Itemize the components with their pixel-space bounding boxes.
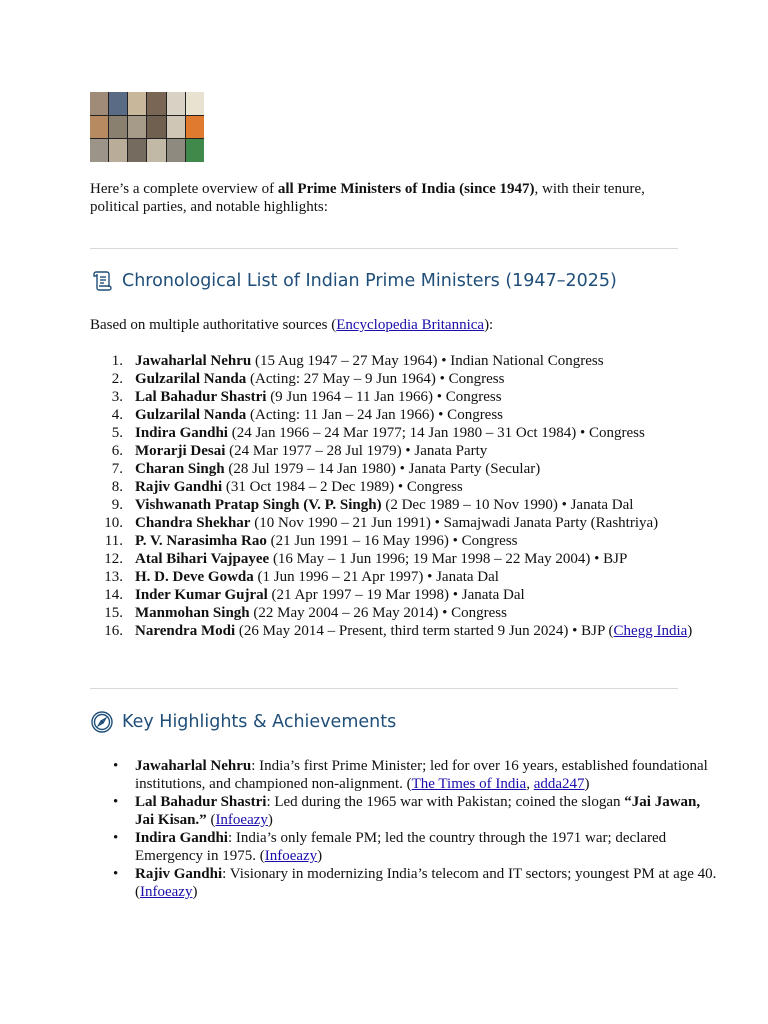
divider bbox=[90, 248, 678, 249]
pm-name: Rajiv Gandhi bbox=[135, 866, 223, 882]
prime-minister-list bbox=[90, 352, 723, 640]
highlight-text: : India’s only female PM; led the country through the 1971 war; declared Emergency in 1975. ( bbox=[135, 830, 667, 864]
times-of-india-link[interactable]: The Times of India bbox=[411, 776, 527, 792]
list-number: 16. bbox=[104, 623, 123, 639]
pm-name: H. D. Deve Gowda bbox=[135, 569, 254, 585]
list-number: 1. bbox=[111, 353, 123, 369]
close-paren: ) bbox=[317, 848, 323, 864]
pm-name: Atal Bihari Vajpayee bbox=[135, 551, 270, 567]
list-item bbox=[111, 460, 723, 478]
pm-name: Morarji Desai bbox=[135, 443, 226, 459]
list-number: 4. bbox=[111, 407, 123, 423]
intro-suffix: , with their tenure, political parties, and notable highlights: bbox=[90, 181, 645, 215]
list-number: 10. bbox=[104, 515, 123, 531]
list-item bbox=[104, 622, 723, 640]
list-item bbox=[111, 388, 723, 406]
adda247-link[interactable]: adda247 bbox=[533, 776, 585, 792]
highlight-text: : India’s first Prime Minister; led for over 16 years, established foundational institutions, and championed non-alignment. ( bbox=[135, 758, 708, 792]
pm-detail: (1 Jun 1996 – 21 Apr 1997) • Janata Dal bbox=[253, 569, 499, 585]
pm-detail: (21 Jun 1991 – 16 May 1996) • Congress bbox=[266, 533, 518, 549]
list-number: 5. bbox=[111, 425, 123, 441]
separator: , bbox=[526, 776, 534, 792]
pm-name: Lal Bahadur Shastri bbox=[135, 794, 267, 810]
list-item bbox=[111, 424, 723, 442]
section-title: Key Highlights & Achievements bbox=[122, 712, 397, 732]
list-item bbox=[111, 442, 723, 460]
section-heading-chronological-list bbox=[90, 266, 678, 296]
pm-detail: (16 May – 1 Jun 1996; 19 Mar 1998 – 22 May 2004) • BJP bbox=[269, 551, 628, 567]
close-paren: ) bbox=[687, 623, 693, 639]
pm-name: Charan Singh bbox=[135, 461, 225, 477]
pm-name: Gulzarilal Nanda bbox=[135, 371, 247, 387]
prime-ministers-collage-image bbox=[90, 92, 204, 162]
list-number: 12. bbox=[104, 551, 123, 567]
highlight-text: : Visionary in modernizing India’s telecom and IT sectors; youngest PM at age 40. ( bbox=[135, 866, 717, 900]
pm-name: P. V. Narasimha Rao bbox=[135, 533, 267, 549]
list-number: 9. bbox=[111, 497, 123, 513]
pm-detail: (24 Jan 1966 – 24 Mar 1977; 14 Jan 1980 – 31 Oct 1984) • Congress bbox=[227, 425, 645, 441]
list-number: 14. bbox=[104, 587, 123, 603]
pm-name: Indira Gandhi bbox=[135, 830, 228, 846]
source-line bbox=[90, 316, 678, 334]
pm-name: Indira Gandhi bbox=[135, 425, 228, 441]
pm-name: Manmohan Singh bbox=[135, 605, 250, 621]
pm-name: Chandra Shekhar bbox=[135, 515, 251, 531]
list-item bbox=[135, 829, 723, 865]
source-suffix: ): bbox=[484, 317, 494, 333]
pm-name: Lal Bahadur Shastri bbox=[135, 389, 267, 405]
list-item bbox=[104, 532, 723, 550]
section-title: Chronological List of Indian Prime Ministers (1947–2025) bbox=[122, 271, 617, 291]
list-item bbox=[104, 586, 723, 604]
pm-detail: (Acting: 11 Jan – 24 Jan 1966) • Congress bbox=[246, 407, 504, 423]
list-item bbox=[104, 604, 723, 622]
pm-detail: (15 Aug 1947 – 27 May 1964) • Indian National Congress bbox=[251, 353, 604, 369]
scroll-icon bbox=[90, 269, 114, 293]
pm-detail: (10 Nov 1990 – 21 Jun 1991) • Samajwadi Janata Party (Rashtriya) bbox=[250, 515, 659, 531]
britannica-link[interactable]: Encyclopedia Britannica bbox=[336, 317, 485, 333]
pm-detail: (26 May 2014 – Present, third term started 9 Jun 2024) • BJP ( bbox=[235, 623, 614, 639]
close-paren: ) bbox=[267, 812, 273, 828]
pm-detail: (21 Apr 1997 – 19 Mar 1998) • Janata Dal bbox=[267, 587, 525, 603]
slogan: “Jai Jawan, Jai Kisan.” bbox=[135, 794, 701, 828]
close-paren: ) bbox=[584, 776, 590, 792]
list-number: 2. bbox=[111, 371, 123, 387]
list-item bbox=[104, 550, 723, 568]
source-prefix: Based on multiple authoritative sources ( bbox=[90, 317, 337, 333]
divider bbox=[90, 688, 678, 689]
list-number: 8. bbox=[111, 479, 123, 495]
pm-detail: (24 Mar 1977 – 28 Jul 1979) • Janata Party bbox=[225, 443, 488, 459]
section-heading-key-highlights bbox=[90, 707, 678, 737]
pm-name: Rajiv Gandhi bbox=[135, 479, 223, 495]
pm-name: Gulzarilal Nanda bbox=[135, 407, 247, 423]
list-item bbox=[111, 406, 723, 424]
list-item bbox=[104, 568, 723, 586]
intro-bold: all Prime Ministers of India (since 1947) bbox=[277, 181, 535, 197]
list-item bbox=[135, 793, 723, 829]
pm-name: Inder Kumar Gujral bbox=[135, 587, 268, 603]
pm-name: Jawaharlal Nehru bbox=[135, 758, 252, 774]
infoeazy-link[interactable]: Infoeazy bbox=[264, 848, 318, 864]
pm-detail: (2 Dec 1989 – 10 Nov 1990) • Janata Dal bbox=[381, 497, 634, 513]
infoeazy-link[interactable]: Infoeazy bbox=[140, 884, 193, 900]
list-item bbox=[104, 514, 723, 532]
highlight-text: : Led during the 1965 war with Pakistan; coined the slogan bbox=[266, 794, 625, 810]
list-item bbox=[135, 757, 723, 793]
intro-paragraph bbox=[90, 180, 678, 216]
pm-detail: (Acting: 27 May – 9 Jun 1964) • Congress bbox=[246, 371, 505, 387]
pm-detail: (9 Jun 1964 – 11 Jan 1966) • Congress bbox=[266, 389, 502, 405]
close-paren: ) bbox=[192, 884, 198, 900]
list-item bbox=[111, 496, 723, 514]
list-item bbox=[135, 865, 723, 901]
list-item bbox=[111, 478, 723, 496]
list-number: 11. bbox=[104, 533, 123, 549]
pm-detail: (31 Oct 1984 – 2 Dec 1989) • Congress bbox=[222, 479, 463, 495]
chegg-india-link[interactable]: Chegg India bbox=[613, 623, 688, 639]
highlights-list bbox=[90, 757, 723, 901]
list-number: 6. bbox=[111, 443, 123, 459]
pm-name: Jawaharlal Nehru bbox=[135, 353, 252, 369]
pm-name: Narendra Modi bbox=[135, 623, 236, 639]
list-number: 3. bbox=[111, 389, 123, 405]
list-number: 13. bbox=[104, 569, 123, 585]
pm-name: Vishwanath Pratap Singh (V. P. Singh) bbox=[135, 497, 382, 513]
pm-detail: (28 Jul 1979 – 14 Jan 1980) • Janata Party (Secular) bbox=[224, 461, 541, 477]
pm-detail: (22 May 2004 – 26 May 2014) • Congress bbox=[249, 605, 507, 621]
list-item bbox=[111, 352, 723, 370]
intro-prefix: Here’s a complete overview of bbox=[90, 181, 278, 197]
list-item bbox=[111, 370, 723, 388]
infoeazy-link[interactable]: Infoeazy bbox=[215, 812, 268, 828]
list-number: 7. bbox=[111, 461, 123, 477]
open-paren: ( bbox=[206, 812, 216, 828]
compass-icon bbox=[90, 710, 114, 734]
list-number: 15. bbox=[104, 605, 123, 621]
